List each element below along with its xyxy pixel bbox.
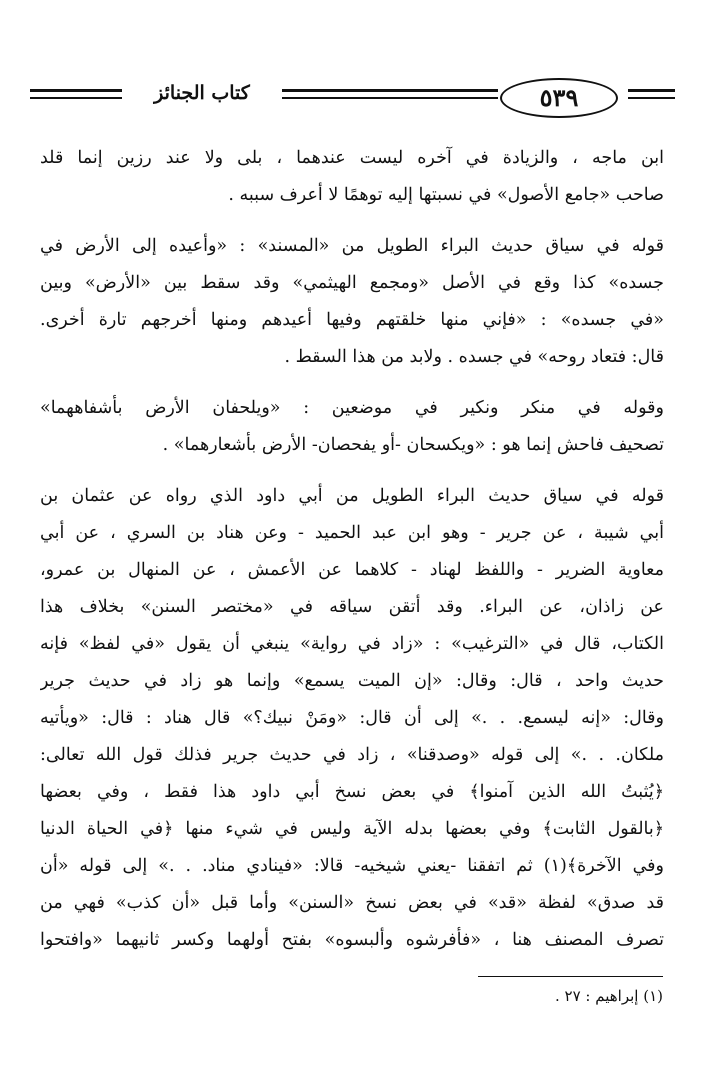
text-line: معاوية الضرير - واللفظ لهناد - كلاهما عن الأعمش ، عن المنهال بن عمرو، [40, 560, 664, 580]
header-rule-right [628, 89, 675, 99]
text-line: وفي الآخرة﴾(١) ثم اتفقنا -يعني شيخيه- قالا: «فينادي مناد. . .» إلى قوله «أن [40, 856, 664, 876]
page-header [30, 78, 675, 124]
text-line: صاحب «جامع الأصول» في نسبتها إليه توهمًا لا أعرف سببه . [228, 185, 664, 205]
text-line: قال: فتعاد روحه» في جسده . ولابد من هذا السقط . [284, 347, 664, 367]
text-line: تصرف المصنف هنا ، «فأفرشوه وألبسوه» بفتح أولهما وكسر ثانيهما «وافتحوا [40, 930, 664, 950]
text-line: ﴿يُثبتُ الله الذين آمنوا﴾ في بعض نسخ أبي داود هذا فقط ، وفي بعضها [40, 782, 664, 802]
page-number: ٥٣٩ [500, 78, 618, 118]
text-line: «في جسده» : «فإني منها خلقتهم وفيها أعيدهم ومنها أخرجهم تارة أخرى. [40, 310, 664, 330]
text-line: قوله في سياق حديث البراء الطويل من أبي داود الذي رواه عن عثمان بن [40, 486, 664, 506]
running-title: كتاب الجنائز [122, 78, 282, 108]
text-line: حديث واحد ، قال: وقال: «إن الميت يسمع» وإنما هو زاد في حديث جرير [40, 671, 664, 691]
footnote: (١) إبراهيم : ٢٧ . [554, 987, 663, 1005]
text-line: قوله في سياق حديث البراء الطويل من «المسند» : «وأعيده إلى الأرض في [40, 236, 664, 256]
text-line: جسده» كذا وقع في الأصل «ومجمع الهيثمي» وقد سقط بين «الأرض» وبين [40, 273, 664, 293]
text-line: وقال: «إنه ليسمع. . .» إلى أن قال: «ومَنْ نبيك؟» قال هناد : قال: «ويأتيه [40, 708, 664, 728]
text-line: عن زاذان، عن البراء. وقد أتقن سياقه في «مختصر السنن» بخلاف هذا [40, 597, 664, 617]
text-line: ابن ماجه ، والزيادة في آخره ليست عندهما ، بلى ولا عند رزين إنما قلد [40, 148, 664, 168]
text-line: تصحيف فاحش إنما هو : «ويكسحان -أو يفحصان- الأرض بأشعارهما» . [162, 435, 664, 455]
text-line: قد صدق» لفظة «قد» في بعض نسخ «السنن» وأما قبل «أن كذب» فهي من [40, 893, 664, 913]
footnote-separator [478, 976, 663, 977]
text-line: ملكان. . .» إلى قوله «وصدقنا» ، زاد في حديث جرير فذلك قول الله تعالى: [40, 745, 664, 765]
main-text [40, 140, 664, 959]
text-line: الكتاب، قال في «الترغيب» : «زاد في رواية» ينبغي أن يقول «في لفظ» فإنه [40, 634, 664, 654]
text-line: ﴿بالقول الثابت﴾ وفي بعضها بدله الآية وليس في شيء منها ﴿في الحياة الدنيا [40, 819, 664, 839]
text-line: أبي شيبة ، عن جرير - وهو ابن عبد الحميد - وعن هناد بن السري ، عن أبي [40, 523, 664, 543]
text-line: وقوله في منكر ونكير في موضعين : «ويلحفان الأرض بأشفاههما» [40, 398, 664, 418]
